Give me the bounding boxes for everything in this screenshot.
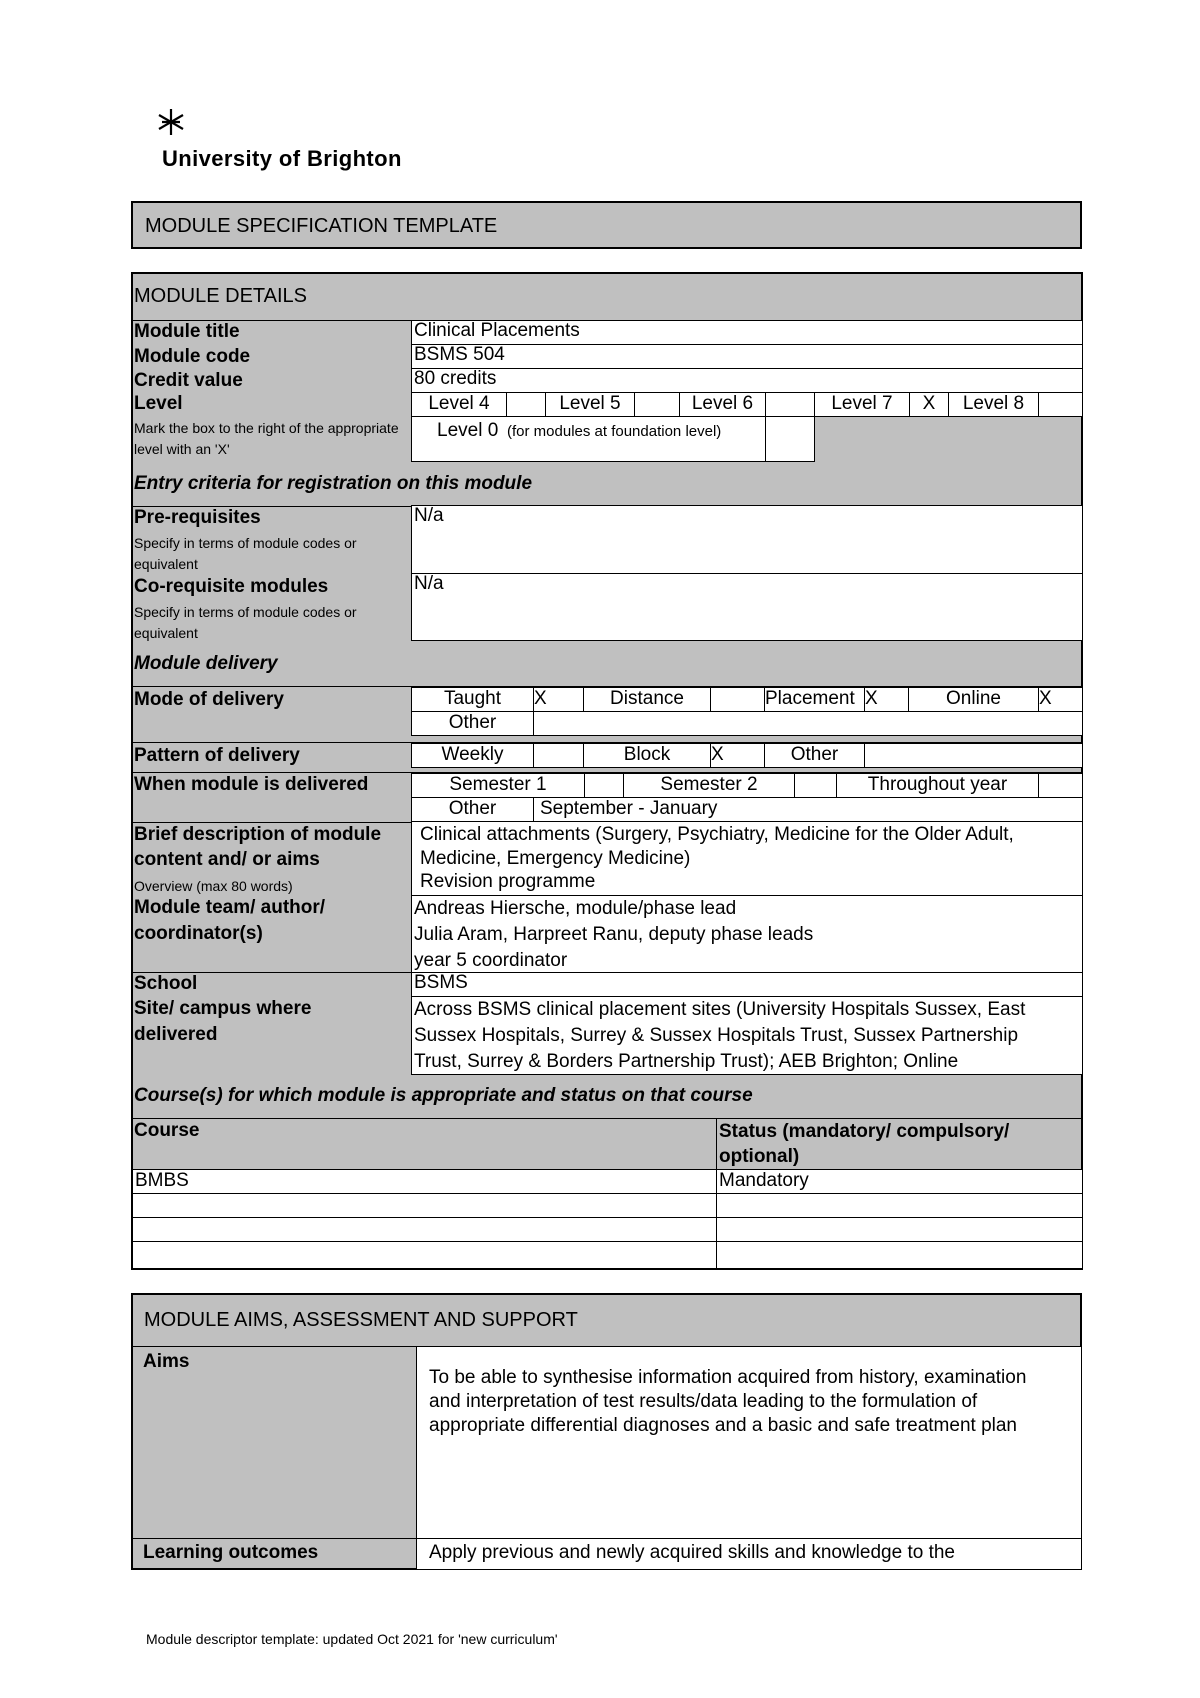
- module-code-cell: [411, 344, 1083, 369]
- course-row-4-status[interactable]: [716, 1241, 1083, 1269]
- pattern-block-checkbox[interactable]: X: [710, 743, 765, 768]
- university-logo-star-icon: [156, 107, 186, 137]
- delivery-heading: Module delivery: [134, 653, 278, 674]
- mode-placement-checkbox[interactable]: X: [864, 687, 909, 712]
- school-label: School: [134, 973, 198, 994]
- mode-placement-label: Placement: [764, 687, 865, 712]
- prereq-value: N/a: [414, 505, 444, 526]
- school-cell[interactable]: [411, 972, 1083, 997]
- team-label-1: Module team/ author/: [134, 897, 326, 918]
- when-other-value[interactable]: September - January: [533, 797, 1083, 822]
- level-hint: Mark the box to the right of the appropriate level with an 'X': [134, 420, 399, 457]
- courses-heading: Course(s) for which module is appropriate and status on that course: [134, 1085, 753, 1106]
- mode-other-label: Other: [411, 711, 534, 736]
- prereq-cell[interactable]: [411, 505, 1083, 574]
- learning-outcomes-text: Apply previous and newly acquired skills and knowledge to the: [429, 1542, 955, 1563]
- pattern-other-checkbox[interactable]: [864, 743, 1083, 768]
- mode-taught-checkbox[interactable]: X: [533, 687, 584, 712]
- level-6-label: Level 6: [679, 392, 766, 417]
- template-title-box: [131, 201, 1082, 249]
- description-line-1: Clinical attachments (Surgery, Psychiatry, Medicine for the Older Adult,: [420, 824, 1014, 845]
- credit-value-cell: [411, 368, 1083, 393]
- team-label-2: coordinator(s): [134, 923, 263, 944]
- coreq-cell[interactable]: [411, 573, 1083, 641]
- aims-line-1: To be able to synthesise information acquired from history, examination: [429, 1367, 1027, 1388]
- level-0-checkbox[interactable]: [765, 416, 815, 462]
- site-label-1: Site/ campus where: [134, 998, 312, 1019]
- university-name: University of Brighton: [162, 146, 402, 171]
- prereq-label: Pre-requisites: [134, 507, 261, 528]
- level-5-label: Level 5: [545, 392, 635, 417]
- module-title-value: Clinical Placements: [414, 320, 580, 341]
- description-line-3: Revision programme: [420, 871, 596, 892]
- mode-other-input[interactable]: [533, 711, 1083, 736]
- course-row-1-course[interactable]: BMBS: [132, 1169, 718, 1194]
- aims-label: Aims: [143, 1351, 190, 1372]
- level-8-label: Level 8: [948, 392, 1039, 417]
- aims-line-2: and interpretation of test results/data leading to the formulation of: [429, 1391, 978, 1412]
- course-row-4-course[interactable]: [132, 1241, 718, 1269]
- when-semester2-checkbox[interactable]: [794, 773, 837, 798]
- course-row-1-status[interactable]: Mandatory: [716, 1169, 1083, 1194]
- credit-value: 80 credits: [414, 368, 497, 389]
- course-row-3-status[interactable]: [716, 1217, 1083, 1242]
- when-semester1-checkbox[interactable]: [584, 773, 624, 798]
- coreq-value: N/a: [414, 573, 444, 594]
- site-line-3: Trust, Surrey & Borders Partnership Trust); AEB Brighton; Online: [414, 1051, 959, 1072]
- mode-label: Mode of delivery: [134, 689, 284, 710]
- level-0-note: (for modules at foundation level): [507, 423, 722, 440]
- level-7-label: Level 7: [814, 392, 910, 417]
- module-code-label: Module code: [134, 346, 251, 367]
- status-column-header-2: optional): [719, 1146, 800, 1167]
- team-line-3: year 5 coordinator: [414, 950, 568, 971]
- module-code-value: BSMS 504: [414, 344, 505, 365]
- level-8-checkbox[interactable]: [1038, 392, 1083, 417]
- prereq-hint: Specify in terms of module codes or equivalent: [134, 535, 357, 572]
- pattern-label: Pattern of delivery: [134, 745, 300, 766]
- course-row-2-status[interactable]: [716, 1193, 1083, 1218]
- when-semester2-label: Semester 2: [623, 773, 795, 798]
- mode-online-checkbox[interactable]: X: [1038, 687, 1083, 712]
- pattern-weekly-checkbox[interactable]: [533, 743, 584, 768]
- footer-note: Module descriptor template: updated Oct 2021 for 'new curriculum': [146, 1631, 558, 1647]
- module-details-heading: MODULE DETAILS: [134, 285, 307, 307]
- module-title-label: Module title: [134, 321, 240, 342]
- pattern-weekly-label: Weekly: [411, 743, 534, 768]
- team-cell[interactable]: [411, 895, 1083, 973]
- when-throughout-label: Throughout year: [836, 773, 1039, 798]
- when-semester1-label: Semester 1: [411, 773, 585, 798]
- learning-outcomes-label: Learning outcomes: [143, 1542, 319, 1563]
- mode-online-label: Online: [908, 687, 1039, 712]
- mode-distance-checkbox[interactable]: [710, 687, 765, 712]
- course-row-2-course[interactable]: [132, 1193, 718, 1218]
- level-6-checkbox[interactable]: [765, 392, 815, 417]
- when-other-label: Other: [411, 797, 534, 822]
- school-value: BSMS: [414, 972, 468, 993]
- level-7-checkbox[interactable]: X: [909, 392, 949, 417]
- level-5-checkbox[interactable]: [634, 392, 680, 417]
- mode-distance-label: Distance: [583, 687, 711, 712]
- level-4-label: Level 4: [411, 392, 507, 417]
- course-row-3-course[interactable]: [132, 1217, 718, 1242]
- site-label-2: delivered: [134, 1024, 218, 1045]
- description-label-2: content and/ or aims: [134, 849, 320, 870]
- when-throughout-checkbox[interactable]: [1038, 773, 1083, 798]
- site-cell[interactable]: [411, 996, 1083, 1075]
- credit-value-label: Credit value: [134, 370, 243, 391]
- aims-cell[interactable]: [416, 1346, 1082, 1539]
- mode-taught-label: Taught: [411, 687, 534, 712]
- pattern-other-label: Other: [764, 743, 865, 768]
- learning-outcomes-cell[interactable]: [416, 1538, 1082, 1570]
- team-line-1: Andreas Hiersche, module/phase lead: [414, 898, 737, 919]
- level-4-checkbox[interactable]: [506, 392, 546, 417]
- site-line-1: Across BSMS clinical placement sites (University Hospitals Sussex, East: [414, 999, 1026, 1020]
- team-line-2: Julia Aram, Harpreet Ranu, deputy phase leads: [414, 924, 814, 945]
- entry-criteria-heading: Entry criteria for registration on this module: [134, 473, 533, 494]
- module-aims-heading: MODULE AIMS, ASSESSMENT AND SUPPORT: [144, 1309, 578, 1331]
- coreq-hint: Specify in terms of module codes or equivalent: [134, 604, 357, 641]
- level-0-cell: [411, 416, 766, 462]
- when-label: When module is delivered: [134, 774, 369, 795]
- description-hint: Overview (max 80 words): [134, 878, 293, 894]
- level-label: Level: [134, 393, 183, 414]
- coreq-label: Co-requisite modules: [134, 576, 329, 597]
- course-column-header: Course: [134, 1120, 200, 1141]
- status-column-header-1: Status (mandatory/ compulsory/: [719, 1121, 1010, 1142]
- aims-line-3: appropriate differential diagnoses and a basic and safe treatment plan: [429, 1415, 1017, 1436]
- description-label-1: Brief description of module: [134, 824, 382, 845]
- template-title: MODULE SPECIFICATION TEMPLATE: [145, 215, 498, 237]
- description-cell[interactable]: [411, 821, 1083, 896]
- level-0-label: Level 0: [437, 420, 499, 441]
- module-title-cell: [411, 320, 1083, 345]
- pattern-block-label: Block: [583, 743, 711, 768]
- description-line-2: Medicine, Emergency Medicine): [420, 848, 691, 869]
- site-line-2: Sussex Hospitals, Surrey & Sussex Hospitals Trust, Sussex Partnership: [414, 1025, 1019, 1046]
